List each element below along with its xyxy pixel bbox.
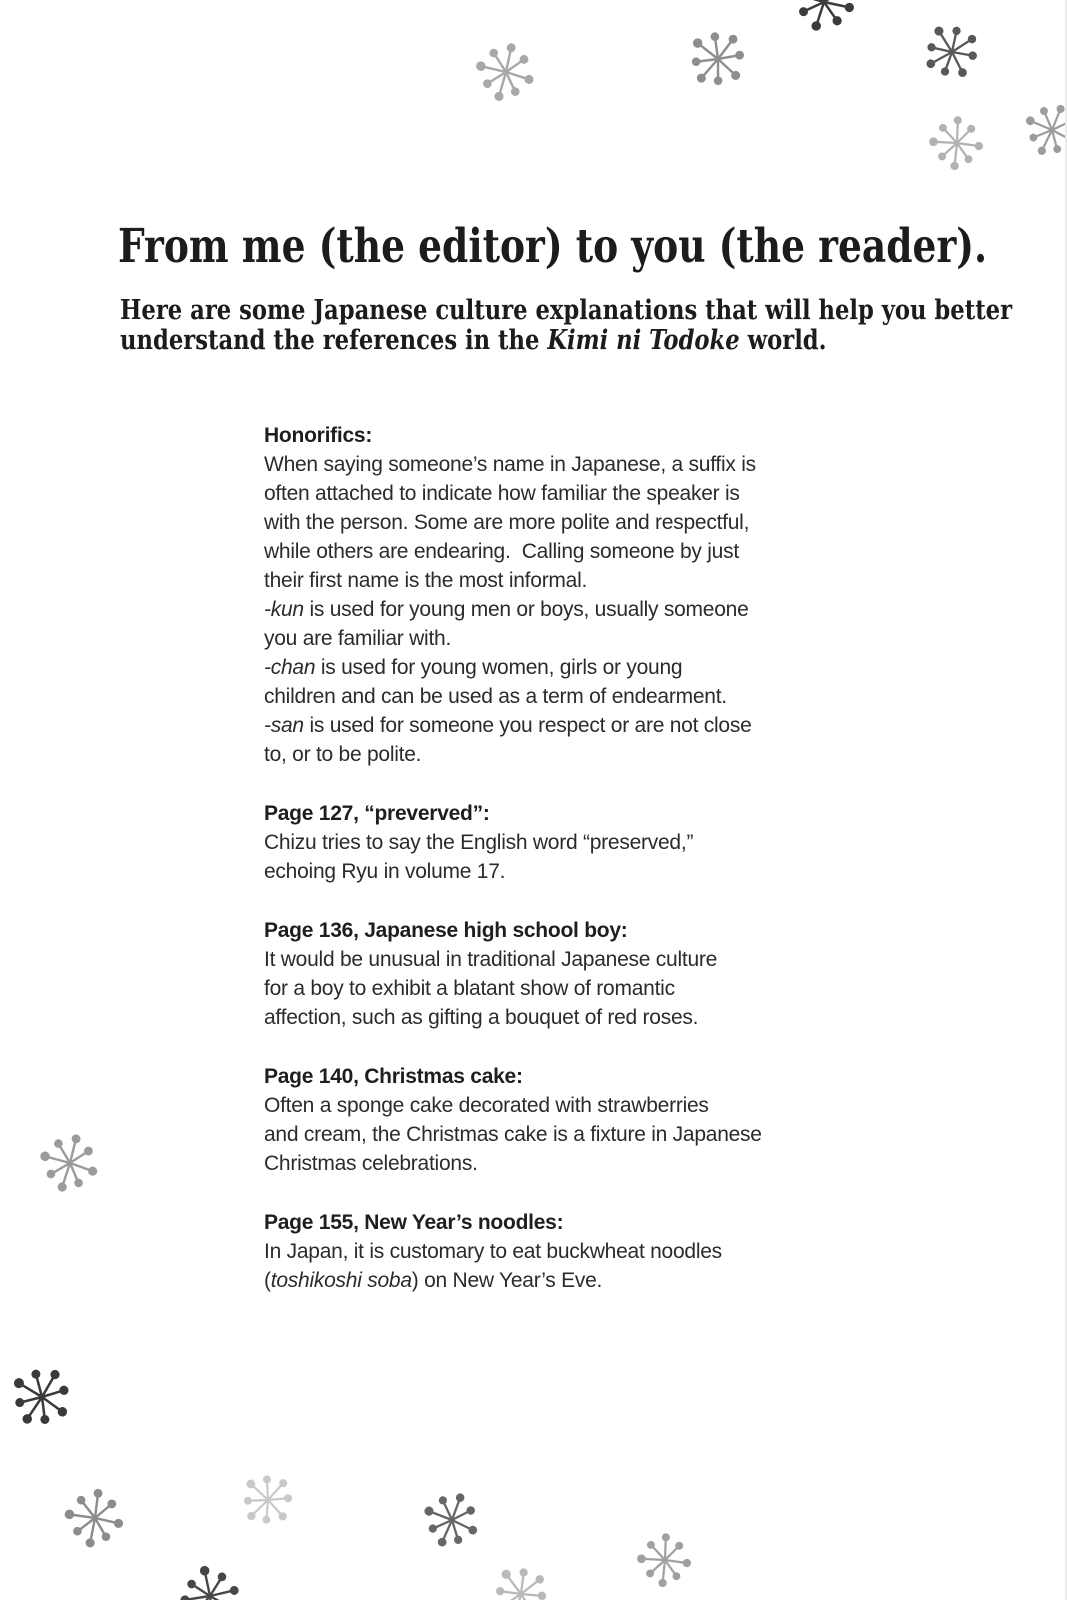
snowflake-icon xyxy=(63,1487,124,1548)
snowflake-icon xyxy=(1018,97,1067,163)
culture-note xyxy=(264,799,804,886)
snowflake-icon xyxy=(930,117,982,169)
note-line: their first name is the most informal. xyxy=(264,569,588,592)
series-title: Kimi ni Todoke xyxy=(547,325,740,356)
note-line: children and can be used as a term of endearment. xyxy=(264,685,727,708)
note-line: -kun is used for young men or boys, usually someone xyxy=(264,598,749,621)
culture-note xyxy=(264,421,804,769)
note-line: you are familiar with. xyxy=(264,627,452,650)
note-line: (toshikoshi soba) on New Year’s Eve. xyxy=(264,1269,603,1292)
intro-text xyxy=(120,296,1012,356)
note-line: Chizu tries to say the English word “preserved,” xyxy=(264,831,694,854)
snowflake-icon xyxy=(35,1129,102,1196)
note-heading: Page 140, Christmas cake: xyxy=(264,1065,523,1088)
note-line: with the person. Some are more polite and respectful, xyxy=(264,511,750,534)
note-line: echoing Ryu in volume 17. xyxy=(264,860,506,883)
note-heading: Page 127, “preverved”: xyxy=(264,802,490,825)
page-title: From me (the editor) to you (the reader). xyxy=(118,219,988,274)
note-line: It would be unusual in traditional Japanese culture xyxy=(264,948,718,971)
intro-line2-pre: understand the references in the xyxy=(120,325,548,356)
note-line: while others are endearing. Calling someone by just xyxy=(264,540,739,563)
snowflake-icon xyxy=(678,19,757,98)
intro-line2 xyxy=(120,325,827,356)
note-line: When saying someone’s name in Japanese, a suffix is xyxy=(264,453,756,476)
note-line: to, or to be polite. xyxy=(264,743,422,766)
note-line: and cream, the Christmas cake is a fixture in Japanese xyxy=(264,1123,762,1146)
note-line: -san is used for someone you respect or are not close xyxy=(264,714,752,737)
note-line: -chan is used for young women, girls or young xyxy=(264,656,683,679)
snowflake-icon xyxy=(417,1486,485,1554)
snowflake-icon xyxy=(914,14,989,89)
snowflake-icon xyxy=(638,1534,690,1586)
note-line: In Japan, it is customary to eat buckwheat noodles xyxy=(264,1240,722,1263)
intro-line2-post: world. xyxy=(739,325,827,356)
note-heading: Honorifics: xyxy=(264,424,373,447)
snowflake-icon xyxy=(482,1555,558,1600)
snowflake-icon xyxy=(231,1463,304,1536)
note-line: Often a sponge cake decorated with strawberries xyxy=(264,1094,709,1117)
culture-note xyxy=(264,1062,804,1178)
note-heading: Page 155, New Year’s noodles: xyxy=(264,1211,564,1234)
note-heading: Page 136, Japanese high school boy: xyxy=(264,919,628,942)
note-line: often attached to indicate how familiar the speaker is xyxy=(264,482,740,505)
snowflake-icon xyxy=(1,1357,81,1437)
snowflake-icon xyxy=(175,1560,244,1600)
culture-note xyxy=(264,1208,804,1295)
snowflake-icon xyxy=(790,0,858,35)
note-line: affection, such as gifting a bouquet of red roses. xyxy=(264,1006,699,1029)
intro-line1: Here are some Japanese culture explanations that will help you better xyxy=(120,295,1013,326)
snowflake-icon xyxy=(472,39,538,105)
notes-column xyxy=(264,421,804,1295)
page-header xyxy=(118,219,1067,274)
note-line: Christmas celebrations. xyxy=(264,1152,478,1175)
note-line: for a boy to exhibit a blatant show of romantic xyxy=(264,977,675,1000)
culture-note xyxy=(264,916,804,1032)
